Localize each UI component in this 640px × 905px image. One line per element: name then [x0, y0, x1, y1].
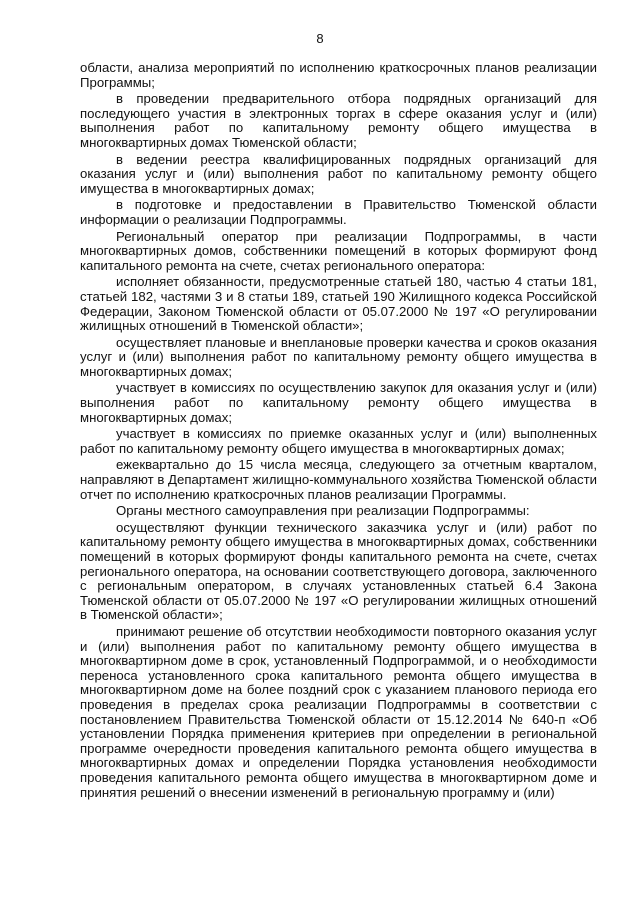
paragraph-contractor-selection: в проведении предварительного отбора подрядных организаций для последующего участия в электронных торгах в сфере оказания услуг и (или) выполнения работ по капитальному ремонту общего имущества в многоквартирных домах Тюменской области; [80, 91, 597, 150]
paragraph-repair-decisions: принимают решение об отсутствии необходимости повторного оказания услуг и (или) выполнения работ по капитальному ремонту общего имущества в многоквартирном доме в срок, установленный Подпрограммой, и о необходимости переноса установленного срока капитального ремонта общего имущества в многоквартирном доме на более поздний срок с указанием планового периода его проведения в пределах срока реализации Подпрограммы в соответствии с постановлением Правительства Тюменской области от 15.12.2014 № 640-п «Об установлении Порядка применения критериев при определении в региональной программе очередности проведения капитального ремонта общего имущества в многоквартирных домах и определении Порядка установления необходимости проведения капитального ремонта общего имущества в многоквартирном доме и принятия решений о внесении изменений в региональную программу и (или) [80, 623, 597, 800]
paragraph-operator-obligations: исполняет обязанности, предусмотренные статьей 180, частью 4 статьи 181, статьей 182, частями 3 и 8 статьи 189, статьей 190 Жилищного кодекса Российской Федерации, Законом Тюменской области от 05.07.2000 № 197 «О регулировании жилищных отношений в Тюменской области»; [80, 274, 597, 334]
paragraph-quality-inspections: осуществляет плановые и внеплановые проверки качества и сроков оказания услуг и (или) выполнения работ по капитальному ремонту общего имущества в многоквартирных домах; [80, 334, 597, 379]
paragraph-acceptance-commissions: участвует в комиссиях по приемке оказанных услуг и (или) выполненных работ по капитальному ремонту общего имущества в многоквартирных домах; [80, 426, 597, 456]
paragraph-contractor-registry: в ведении реестра квалифицированных подрядных организаций для оказания услуг и (или) выполнения работ по капитальному ремонту общего имущества в многоквартирных домах; [80, 151, 597, 196]
paragraph-quarterly-report: ежеквартально до 15 числа месяца, следующего за отчетным кварталом, направляют в Департамент жилищно-коммунального хозяйства Тюменской области отчет по исполнению краткосрочных планов реализации Программы. [80, 457, 597, 502]
page-number: 8 [316, 31, 324, 46]
document-body [80, 61, 597, 802]
paragraph-regional-operator-heading: Региональный оператор при реализации Подпрограммы, в части многоквартирных домов, собственники помещений в которых формируют фонд капитального ремонта на счете, счетах регионального оператора: [80, 228, 597, 273]
paragraph-procurement-commissions: участвует в комиссиях по осуществлению закупок для оказания услуг и (или) выполнения работ по капитальному ремонту общего имущества в многоквартирных домах; [80, 380, 597, 425]
paragraph-government-reporting: в подготовке и предоставлении в Правительство Тюменской области информации о реализации Подпрограммы. [80, 197, 597, 227]
paragraph-local-government-heading: Органы местного самоуправления при реализации Подпрограммы: [116, 503, 530, 519]
paragraph-technical-customer: осуществляют функции технического заказчика услуг и (или) работ по капитальному ремонту общего имущества в многоквартирных домах, собственники помещений в которых формируют фонды капитального ремонта на счете, счетах регионального оператора, на основании соответствующего договора, заключенного с региональным оператором, в случаях установленных статьей 6.4 Закона Тюменской области от 05.07.2000 № 197 «О регулировании жилищных отношений в Тюменской области»; [80, 519, 597, 623]
paragraph-analysis: области, анализа мероприятий по исполнению краткосрочных планов реализации Программы; [80, 60, 597, 90]
